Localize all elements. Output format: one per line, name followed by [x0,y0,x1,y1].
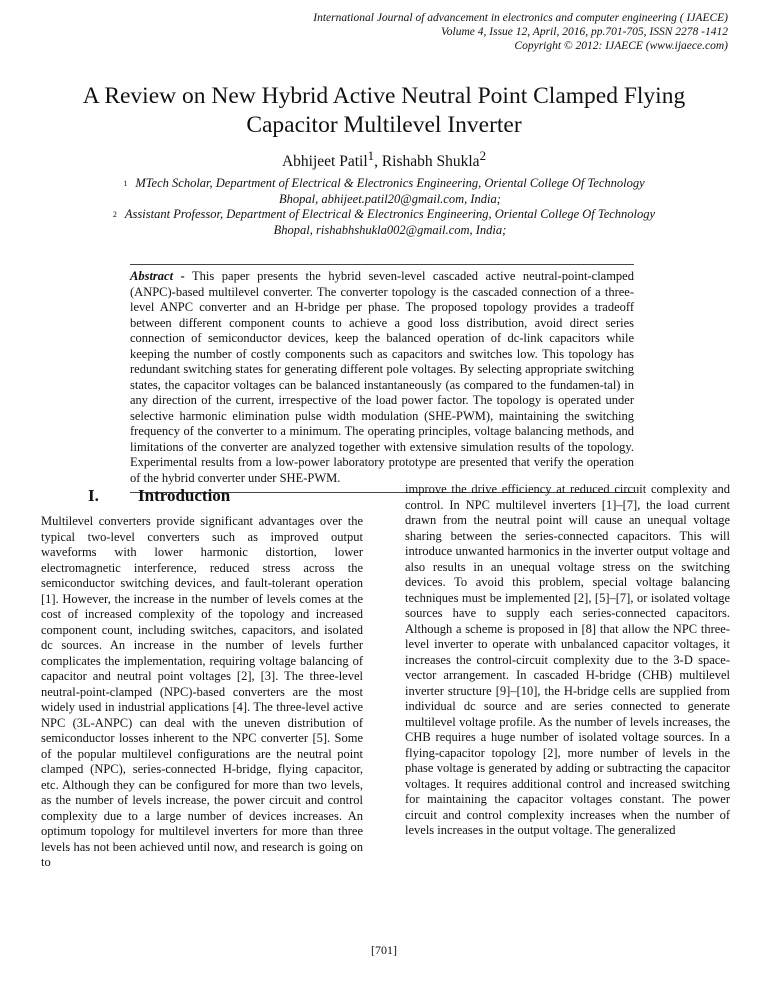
section-number: I. [88,486,99,505]
affiliation-1-line1: MTech Scholar, Department of Electrical & Electronics Engineering, Oriental College Of Technology [135,176,645,190]
author-2-name: Rishabh Shukla [381,153,480,171]
journal-header [0,11,728,53]
page-number: [701] [371,943,397,957]
abstract-text: This paper presents the hybrid seven-level cascaded active neutral-point-clamped (ANPC)-based multilevel converter. The converter topology is the cascaded connection of a three-level ANPC converter and an H-bridge per phase. The proposed topology provides a tradeoff between different component counts to achieve a good loss distribution, avoid direct series connection of semiconductor devices, keep the balanced operation of dc-link capacitors while keeping the number of costly components such as capacitors and switches low. This topology has redundant switching states for generating different pole voltages. By selecting appropriate switching states, the capacitor voltages can be balanced instantaneously (as compared to the fundamen-tal) in any direction of the current, irrespective of the load power factor. The topology is operated under selective harmonic elimination pulse width modulation (SHE-PWM), maintaining the switching frequency of the converter to a minimum. The operating principles, voltage balancing methods, and limitations of the converter are analyzed together with extensive simulation results of the topology. Experimental results from a low-power laboratory prototype are presented that verify the operation of the hybrid converter under SHE-PWM. [130,269,634,485]
author-1-name: Abhijeet Patil [281,153,368,171]
abstract-label: Abstract - [130,269,185,283]
affiliations [70,176,710,238]
abstract-box [130,264,634,493]
affiliation-1-line2: Bhopal, abhijeet.patil20@gmail.com, India; [279,191,501,206]
left-column [41,486,363,871]
section-heading [41,486,363,506]
body-text-right: improve the drive efficiency at reduced circuit complexity and control. In NPC multilevel inverters [1]–[7], the load current drawn from the neutral point will cause an unequal voltage sharing between the series-connected capacitors. This will introduce unwanted harmonics in the inverter output voltage and also results in an unequal voltage stress on the switching devices. To avoid this problem, special voltage balancing techniques must be implemented [2], [5]–[7], or isolated voltage sources have to supply each series-connected capacitors. Although a scheme is proposed in [8] that allow the NPC three-level inverter to operate with unbalanced capacitor voltages, it increases the control-circuit complexity due to the 3-D space-vector arrangement. In cascaded H-bridge (CHB) multilevel inverter structure [9]–[10], the H-bridge cells are supplied from individual dc source and are series connected to generate multilevel voltage profile. As the number of levels increases, the CHB requires a huge number of isolated voltage sources. In a flying-capacitor topology [2], more number of levels in the phase voltage is generated by adding or subtracting the capacitor voltages. It requires additional control and increased switching for maintaining the capacitor voltages constant. The power circuit and control complexity increases when the number of levels increases in the output voltage. The generalized [405,482,730,837]
journal-volume: Volume 4, Issue 12, April, 2016, pp.701-705, ISSN 2278 -1412 [441,26,728,38]
affiliation-1 [70,176,710,207]
affiliation-2-line1: Assistant Professor, Department of Electrical & Electronics Engineering, Oriental College Of Technology [124,207,656,221]
affiliation-2-line2: Bhopal, rishabhshukla002@gmail.com, India; [273,222,507,237]
author-1-sup: 1 [367,148,375,163]
section-title: Introduction [138,486,231,505]
paper-title: A Review on New Hybrid Active Neutral Point Clamped Flying Capacitor Multilevel Inverter [82,83,686,138]
author-2-sup: 2 [479,148,487,163]
author-line [0,148,768,171]
affiliation-2-num: 2 [112,210,117,219]
author-separator: , [374,153,382,171]
affiliation-2 [70,207,710,238]
affiliation-1-num: 1 [123,179,128,188]
right-column [405,482,730,839]
journal-copyright: Copyright © 2012: IJAECE (www.ijaece.com) [514,40,728,52]
body-text-left: Multilevel converters provide significant advantages over the typical two-level converters such as improved output waveforms with lower harmonic distortion, lower electromagnetic interference, reduced stress across the semiconductor switching devices, and fault-tolerant operation [1]. However, the increase in the number of levels comes at the cost of increased complexity of the topology and increased component count, including switches, capacitors, and isolated dc sources. An increase in the number of levels further complicates the implementation, requiring voltage balancing of capacitor and neutral point voltages [2], [3]. The three-level neutral-point-clamped (NPC)-based converters are the most widely used in industrial applications [4]. The three-level active NPC (3L-ANPC) can deal with the uneven distribution of semiconductor losses inherent to the NPC converter [5]. Some of the popular multilevel configurations are the neutral point clamped (NPC), series-connected H-bridge, flying capacitor, etc. Although they can be configured for more than two levels, as the number of levels increase, the power circuit and control complexity due to a large number of devices increases. An optimum topology for multilevel inverters for more than three levels has not been achieved until now, and research is going on to [41,514,363,869]
journal-name: International Journal of advancement in electronics and computer engineering ( IJAECE) [313,12,728,24]
